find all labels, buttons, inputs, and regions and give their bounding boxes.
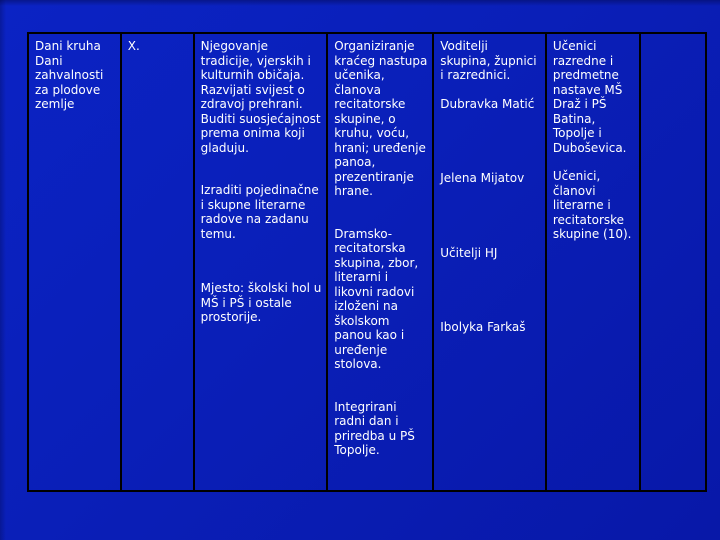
location-text: Mjesto: školski hol u MŠ i PŠ i ostale prostorije. bbox=[200, 281, 322, 324]
activity-text: Dramsko-recitatorska skupina, zbor, literarni i likovni radovi izloženi na školskom panou kao i uređenje stolova. bbox=[334, 226, 419, 371]
activity-text: Integrirani radni dan i priredba u PŠ Topolje. bbox=[334, 399, 415, 457]
leaders-cell bbox=[433, 33, 546, 491]
leader-name: Učitelji HJ bbox=[440, 245, 498, 260]
goal-text: Njegovanje tradicije, vjerskih i kulturnih običaja. Razvijati svijest o zdravoj prehrani. Buditi suosjećajnost prema onima koji gladuju. bbox=[200, 39, 321, 155]
goals-cell bbox=[194, 33, 328, 491]
empty-cell bbox=[640, 33, 706, 491]
goal-text: Izraditi pojedinačne i skupne literarne radove na zadanu temu. bbox=[200, 183, 319, 241]
participants-cell bbox=[546, 33, 640, 491]
leader-text: Voditelji skupina, župnici i razrednici. bbox=[440, 39, 537, 82]
event-cell bbox=[28, 33, 121, 491]
table-row bbox=[28, 33, 706, 491]
participant-text: Učenici razredne i predmetne nastave MŠ Draž i PŠ Batina, Topolje i Duboševica. bbox=[552, 39, 627, 155]
participant-text: Učenici, članovi literarne i recitatorske skupine (10). bbox=[552, 169, 632, 241]
leader-name: Jelena Mijatov bbox=[440, 171, 525, 185]
month-cell bbox=[121, 33, 194, 491]
activity-plan-table bbox=[27, 32, 707, 492]
event-title: Dani kruha Dani zahvalnosti za plodove zemlje bbox=[35, 39, 104, 111]
leader-name: Ibolyka Farkaš bbox=[440, 320, 526, 334]
activities-cell bbox=[327, 33, 433, 491]
leader-name: Dubravka Matić bbox=[440, 96, 535, 111]
month-label: X. bbox=[127, 39, 140, 53]
activity-text: Organiziranje kraćeg nastupa učenika, članova recitatorske skupine, o kruhu, voću, hrani; uređenje panoa, prezentiranje hrane. bbox=[334, 39, 428, 198]
